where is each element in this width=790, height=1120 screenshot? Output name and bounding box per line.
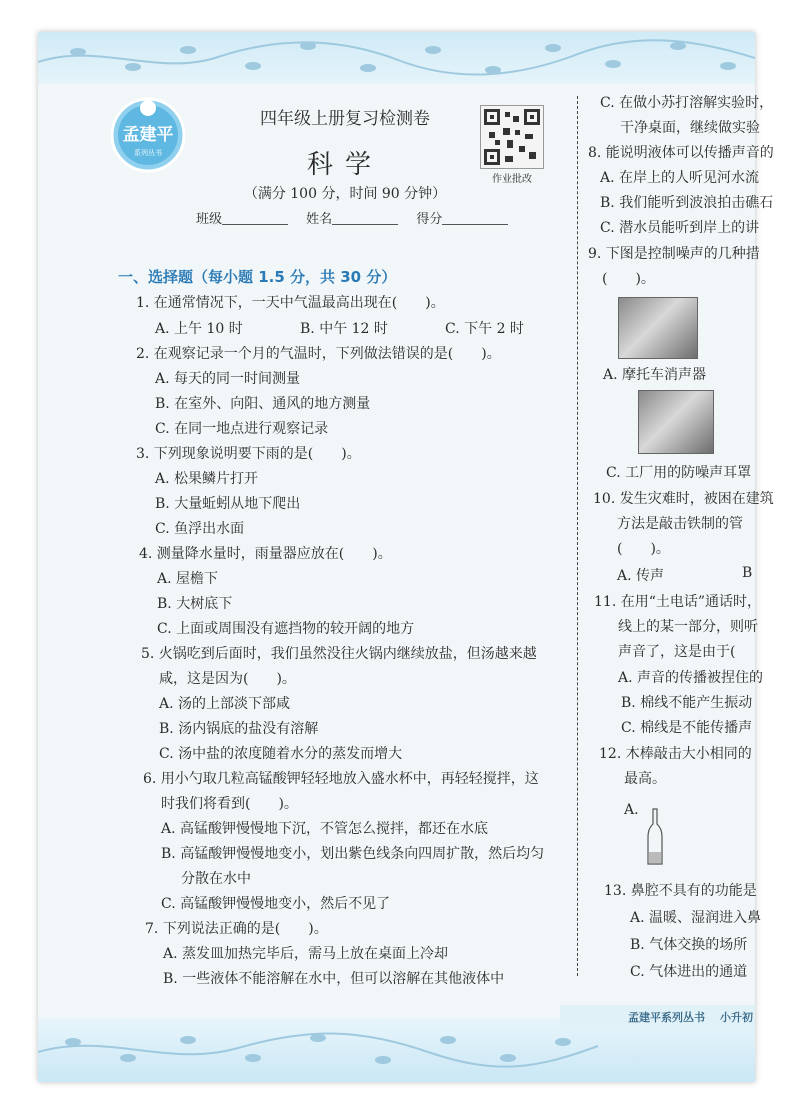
q3-option-a[interactable]: A. 松果鳞片打开 bbox=[155, 471, 259, 487]
q13-option-c[interactable]: C. 气体进出的通道 bbox=[630, 964, 748, 980]
q12-option-a[interactable]: A. bbox=[624, 802, 639, 818]
q9-option-a[interactable]: A. 摩托车消声器 bbox=[603, 367, 707, 383]
motorcycle-muffler-photo bbox=[618, 297, 698, 359]
subject-title: 科学 bbox=[306, 150, 383, 180]
vine-decoration-top-icon bbox=[38, 32, 755, 84]
q1-option-b[interactable]: B. 中午 12 时 bbox=[300, 321, 388, 337]
q6-option-c[interactable]: C. 高锰酸钾慢慢地变小，然后不见了 bbox=[161, 896, 391, 912]
q9-option-c[interactable]: C. 工厂用的防噪声耳罩 bbox=[606, 465, 752, 481]
ear-protector-photo bbox=[638, 390, 714, 454]
column-divider bbox=[577, 96, 578, 976]
student-info-row bbox=[196, 208, 522, 227]
q7-option-c-line2: 干净桌面，继续做实验 bbox=[620, 120, 760, 136]
full-marks-info: （满分 100 分，时间 90 分钟） bbox=[243, 186, 447, 202]
q6-stem-line1: 6. 用小勺取几粒高锰酸钾轻轻地放入盛水杯中，再轻轻搅拌，这 bbox=[143, 771, 539, 787]
section-title-choice: 一、选择题（每小题 1.5 分，共 30 分） bbox=[118, 268, 397, 286]
class-label: 班级 bbox=[196, 212, 223, 227]
exam-title: 四年级上册复习检测卷 bbox=[260, 109, 430, 129]
class-blank[interactable] bbox=[222, 212, 288, 225]
q4-option-c[interactable]: C. 上面或周围没有遮挡物的较开阔的地方 bbox=[157, 621, 415, 637]
q4-option-a[interactable]: A. 屋檐下 bbox=[157, 571, 219, 587]
q11-option-c[interactable]: C. 棉线是不能传播声 bbox=[621, 720, 753, 736]
decorative-band-bottom bbox=[38, 1018, 755, 1082]
bottle-icon bbox=[647, 808, 663, 866]
q4-stem: 4. 测量降水量时，雨量器应放在( )。 bbox=[139, 546, 392, 562]
q13-option-a[interactable]: A. 温暖、湿润进入鼻 bbox=[630, 910, 762, 926]
q1-stem: 1. 在通常情况下，一天中气温最高出现在( )。 bbox=[136, 295, 445, 311]
footer-tag: 小升初 bbox=[720, 1011, 753, 1024]
q6-option-b-line2: 分散在水中 bbox=[181, 871, 251, 887]
q12-stem-line1: 12. 木棒敲击大小相同的 bbox=[599, 746, 752, 762]
q11-stem-line1: 11. 在用“土电话”通话时， bbox=[594, 594, 762, 610]
q8-option-c[interactable]: C. 潜水员能听到岸上的讲 bbox=[600, 220, 760, 236]
q3-stem: 3. 下列现象说明要下雨的是( )。 bbox=[136, 446, 361, 462]
footer-series: 孟建平系列丛书 bbox=[628, 1011, 705, 1024]
q5-option-a[interactable]: A. 汤的上部淡下部咸 bbox=[159, 696, 291, 712]
q5-option-b[interactable]: B. 汤内锅底的盐没有溶解 bbox=[159, 721, 319, 737]
q6-stem-line2: 时我们将看到( )。 bbox=[161, 796, 298, 812]
logo-text: 孟建平 bbox=[122, 125, 174, 145]
logo-subtext: 系列丛书 bbox=[134, 149, 162, 157]
q3-option-b[interactable]: B. 大量蚯蚓从地下爬出 bbox=[155, 496, 301, 512]
q10-option-a[interactable]: A. 传声 bbox=[617, 568, 665, 584]
q9-paren: ( )。 bbox=[602, 271, 655, 287]
qr-code-icon bbox=[480, 105, 544, 169]
q10-stem-line1: 10. 发生灾难时，被困在建筑 bbox=[593, 491, 774, 507]
decorative-band-top bbox=[38, 32, 755, 84]
q6-option-b-line1[interactable]: B. 高锰酸钾慢慢地变小，划出紫色线条向四周扩散，然后均匀 bbox=[161, 846, 545, 862]
q11-stem-line3: 声音了，这是由于( bbox=[618, 644, 736, 660]
q2-option-c[interactable]: C. 在同一地点进行观察记录 bbox=[155, 421, 329, 437]
q3-option-c[interactable]: C. 鱼浮出水面 bbox=[155, 521, 245, 537]
q7-stem: 7. 下列说法正确的是( )。 bbox=[145, 921, 328, 937]
footer-series-tag bbox=[560, 1005, 755, 1025]
score-label: 得分 bbox=[416, 212, 443, 227]
q10-stem-line2: 方法是敲击铁制的管 bbox=[617, 516, 743, 532]
vine-decoration-bottom-icon bbox=[38, 1018, 755, 1082]
publisher-logo bbox=[100, 95, 196, 175]
q11-option-a[interactable]: A. 声音的传播被捏住的 bbox=[618, 670, 764, 686]
name-blank[interactable] bbox=[332, 212, 398, 225]
q10-option-b[interactable]: B bbox=[742, 565, 753, 581]
q13-stem: 13. 鼻腔不具有的功能是 bbox=[604, 883, 757, 899]
q1-option-a[interactable]: A. 上午 10 时 bbox=[155, 321, 243, 337]
q5-stem-line1: 5. 火锅吃到后面时，我们虽然没往火锅内继续放盐，但汤越来越 bbox=[141, 646, 537, 662]
q2-option-b[interactable]: B. 在室外、向阳、通风的地方测量 bbox=[155, 396, 371, 412]
q11-option-b[interactable]: B. 棉线不能产生振动 bbox=[621, 695, 753, 711]
q13-option-b[interactable]: B. 气体交换的场所 bbox=[630, 937, 748, 953]
q8-stem: 8. 能说明液体可以传播声音的 bbox=[588, 145, 774, 161]
q7-option-b[interactable]: B. 一些液体不能溶解在水中，但可以溶解在其他液体中 bbox=[163, 971, 505, 987]
q2-stem: 2. 在观察记录一个月的气温时，下列做法错误的是( )。 bbox=[136, 346, 501, 362]
q2-option-a[interactable]: A. 每天的同一时间测量 bbox=[155, 371, 301, 387]
q5-option-c[interactable]: C. 汤中盐的浓度随着水分的蒸发而增大 bbox=[159, 746, 403, 762]
qr-caption: 作业批改 bbox=[492, 174, 532, 185]
q8-option-b[interactable]: B. 我们能听到波浪拍击礁石 bbox=[600, 195, 774, 211]
q10-paren: ( )。 bbox=[617, 541, 670, 557]
q1-option-c[interactable]: C. 下午 2 时 bbox=[445, 321, 524, 337]
q7-option-a[interactable]: A. 蒸发皿加热完毕后，需马上放在桌面上冷却 bbox=[163, 946, 449, 962]
score-blank[interactable] bbox=[442, 212, 508, 225]
q9-stem: 9. 下图是控制噪声的几种措 bbox=[588, 246, 760, 262]
q11-stem-line2: 线上的某一部分，则听 bbox=[618, 619, 758, 635]
q12-stem-line2: 最高。 bbox=[624, 771, 666, 787]
q6-option-a[interactable]: A. 高锰酸钾慢慢地下沉，不管怎么搅拌，都还在水底 bbox=[161, 821, 489, 837]
q7-option-c-line1[interactable]: C. 在做小苏打溶解实验时， bbox=[600, 95, 774, 111]
q5-stem-line2: 咸，这是因为( )。 bbox=[159, 671, 296, 687]
q8-option-a[interactable]: A. 在岸上的人听见河水流 bbox=[600, 170, 760, 186]
name-label: 姓名 bbox=[306, 212, 333, 227]
q4-option-b[interactable]: B. 大树底下 bbox=[157, 596, 233, 612]
